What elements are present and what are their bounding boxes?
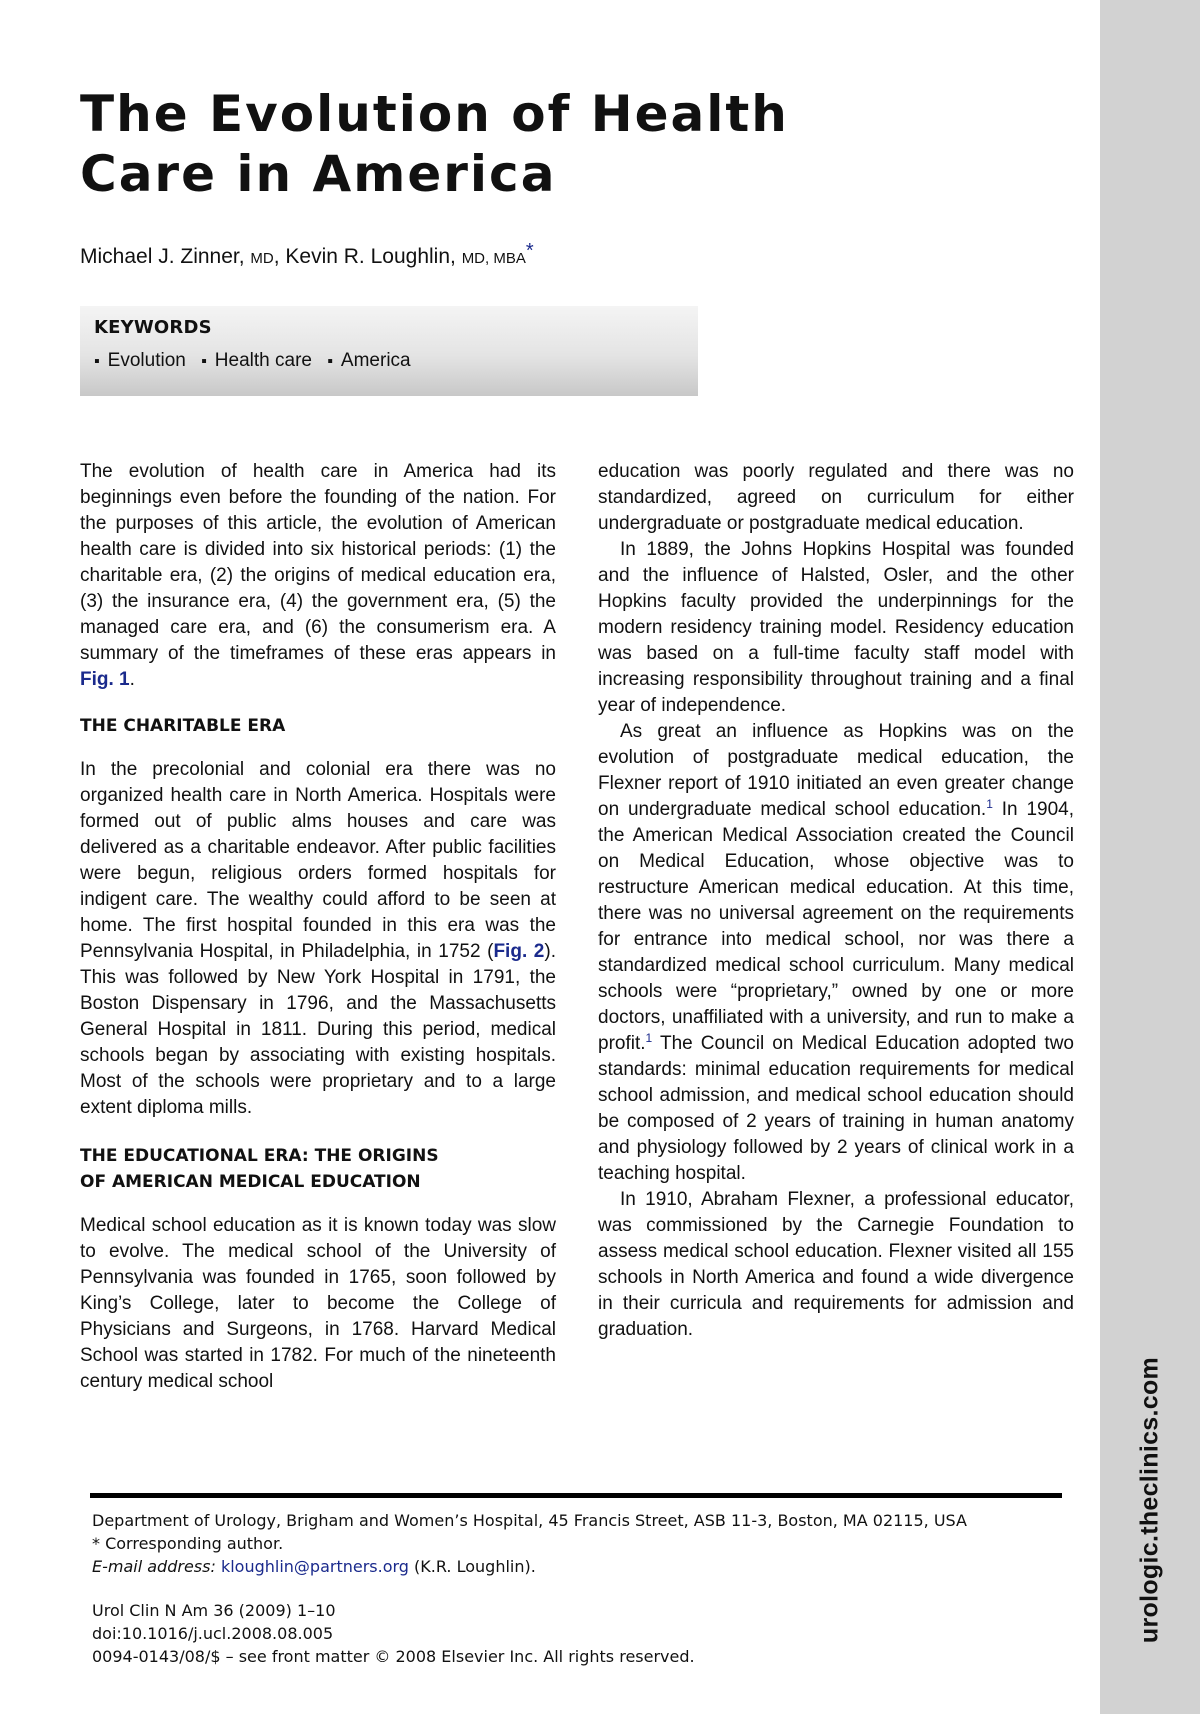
- article-title: [80, 84, 980, 204]
- heading-line-1: THE EDUCATIONAL ERA: THE ORIGINS: [80, 1146, 439, 1166]
- flexner-visit-paragraph: In 1910, Abraham Flexner, a professional educator, was commissioned by the Carnegie Foundation to assess medical school education. Flexner visited all 155 schools in North America and found a wide divergence in their curricula and requirements for admission and graduation.: [598, 1189, 1074, 1340]
- copyright-notice: 0094-0143/08/$ – see front matter © 2008 Elsevier Inc. All rights reserved.: [92, 1647, 695, 1666]
- flexner-report-paragraph: [598, 719, 1074, 1187]
- reference-1-link[interactable]: 1: [645, 1031, 653, 1045]
- title-line-2: Care in America: [80, 145, 557, 203]
- journal-citation: Urol Clin N Am 36 (2009) 1–10: [92, 1601, 336, 1620]
- footer-divider: [90, 1493, 1062, 1498]
- educational-era-paragraph: Medical school education as it is known today was slow to evolve. The medical school of the University of Pennsylvania was founded in 1765, soon followed by King’s College, later to become the College of Physicians and Surgeons, in 1768. Harvard Medical School was started in 1782. For much of the nineteenth century medical school: [80, 1215, 556, 1392]
- keywords-heading: KEYWORDS: [94, 317, 212, 338]
- email-link[interactable]: kloughlin@partners.org: [220, 1557, 409, 1576]
- keywords-list: [94, 350, 421, 372]
- author-2-name: , Kevin R. Loughlin,: [273, 245, 462, 268]
- charitable-text: In the precolonial and colonial era there was no organized health care in North America. Hospitals were formed out of public alms houses and care was delivered as a charitable endeavor. After public facilities were begun, religious orders formed hospitals for indigent care. The wealthy could afford to be seen at home. The first hospital founded in this era was the Pennsylvania Hospital, in Philadelphia, in 1752 (: [80, 759, 556, 962]
- right-column: [598, 459, 1074, 1343]
- title-line-1: The Evolution of Health: [80, 85, 789, 143]
- intro-text-end: .: [129, 669, 135, 690]
- author-2-degree: MD, MBA: [461, 250, 526, 267]
- journal-url[interactable]: urologic.theclinics.com: [1135, 1356, 1164, 1644]
- email-suffix: (K.R. Loughlin).: [408, 1557, 536, 1576]
- figure-2-link[interactable]: Fig. 2: [493, 941, 545, 962]
- keyword-item: ▪ America: [327, 350, 410, 371]
- flexner-text-a: As great an influence as Hopkins was on the evolution of postgraduate medical education, the Flexner report of 1910 initiated an even greater change on undergraduate medical school education.: [598, 721, 1074, 820]
- keywords-box: [80, 306, 698, 396]
- author-1-name: Michael J. Zinner,: [80, 245, 251, 268]
- continued-paragraph: education was poorly regulated and there was no standardized, agreed on curriculum for either undergraduate or postgraduate medical education.: [598, 461, 1074, 534]
- flexner-text-c: The Council on Medical Education adopted two standards: minimal education requirements for medical school admission, and medical school education should be composed of 2 years of training in human anatomy and physiology followed by 2 years of clinical work in a teaching hospital.: [598, 1033, 1074, 1184]
- doi: doi:10.1016/j.ucl.2008.08.005: [92, 1624, 334, 1643]
- author-1-degree: MD: [250, 250, 274, 267]
- section-heading-educational-era: [80, 1143, 556, 1195]
- corresponding-author-note: * Corresponding author.: [92, 1534, 284, 1553]
- section-heading-charitable-era: THE CHARITABLE ERA: [80, 716, 286, 736]
- left-column: [80, 459, 556, 1395]
- charitable-era-paragraph: [80, 757, 556, 1121]
- charitable-text-end: ). This was followed by New York Hospital in 1791, the Boston Dispensary in 1796, and the Massachusetts General Hospital in 1811. During this period, medical schools began by associating with existing hospitals. Most of the schools were proprietary and to a large extent diploma mills.: [80, 941, 556, 1118]
- heading-line-2: OF AMERICAN MEDICAL EDUCATION: [80, 1172, 421, 1192]
- corresponding-author-marker[interactable]: *: [525, 240, 534, 262]
- author-affiliation: Department of Urology, Brigham and Women’s Hospital, 45 Francis Street, ASB 11-3, Boston, MA 02115, USA: [92, 1511, 967, 1530]
- reference-1-link[interactable]: 1: [986, 797, 993, 811]
- hopkins-paragraph: In 1889, the Johns Hopkins Hospital was founded and the influence of Halsted, Osler, and the other Hopkins faculty provided the underpinnings for the modern residency training model. Residency education was based on a full-time faculty staff model with increasing responsibility throughout training and a final year of independence.: [598, 539, 1074, 716]
- email-label: E-mail address:: [92, 1557, 216, 1576]
- figure-1-link[interactable]: Fig. 1: [80, 669, 130, 690]
- author-list: [80, 240, 534, 269]
- keyword-item: ▪ Health care: [201, 350, 312, 371]
- email-line: [92, 1555, 536, 1578]
- intro-text: The evolution of health care in America had its beginnings even before the founding of the nation. For the purposes of this article, the evolution of American health care is divided into six historical periods: (1) the charitable era, (2) the origins of medical education era, (3) the insurance era, (4) the government era, (5) the managed care era, and (6) the consumerism era. A summary of the timeframes of these eras appears in: [80, 461, 556, 664]
- flexner-text-b: In 1904, the American Medical Association created the Council on Medical Education, whose objective was to restructure American medical education. At this time, there was no universal agreement on the requirements for entrance into medical school, nor was there a standardized medical school curriculum. Many medical schools were “proprietary,” owned by one or more doctors, unaffiliated with a university, and run to make a profit.: [598, 799, 1074, 1054]
- intro-paragraph: [80, 459, 556, 693]
- keyword-item: ▪ Evolution: [94, 350, 186, 371]
